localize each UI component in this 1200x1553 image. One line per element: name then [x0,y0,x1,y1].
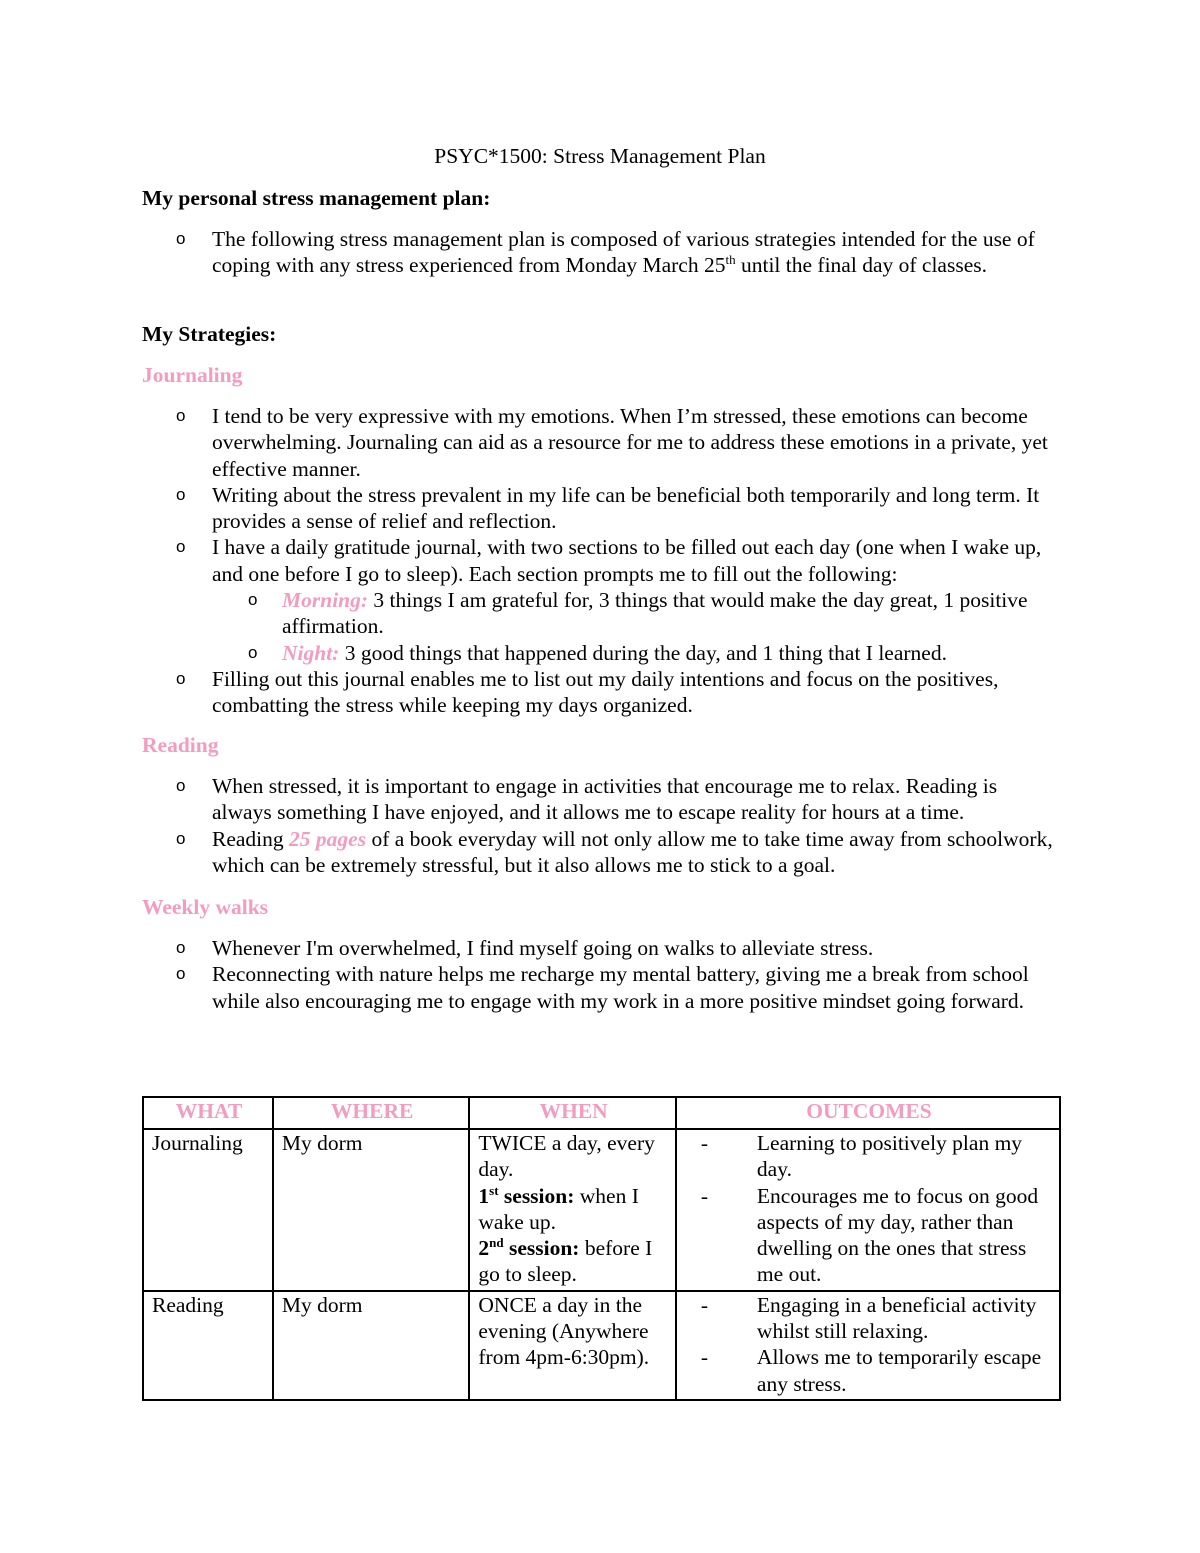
walks-heading: Weekly walks [142,895,269,919]
bullet-icon: o [176,938,186,957]
header-outcomes: OUTCOMES [676,1097,1060,1129]
list-item: o Writing about the stress prevalent in my life can be beneficial both temporarily and long term. It provides a sense of relief and reflection. [176,482,1040,534]
outcomes-list [701,1130,1053,1288]
table-header-row [143,1097,1060,1129]
bullet-icon: o [248,590,258,610]
journaling-list [0,403,1200,719]
plan-list [0,226,1200,279]
cell-when: ONCE a day in the evening (Anywhere from 4pm-6:30pm). [469,1291,676,1400]
night-label: Night: [282,640,340,665]
dash-bullet: - [700,1183,709,1208]
plan-heading: My personal stress management plan: [142,186,491,210]
bullet-icon: o [176,828,186,848]
list-item: o I have a daily gratitude journal, with two sections to be filled out each day (one when I wake up, and one before I go to sleep). Each section prompts me to fill out the following: o Morning: 3 things I am grateful for, 3 things that would make the day great, 1 positive affirmation. o Night: 3 good things that happened during the day, and 1 thing that I learned. [0,534,1062,665]
bullet-icon: o [176,484,186,504]
bullet-icon: o [176,668,186,688]
cell-what: Reading [143,1291,273,1400]
journal-sections-list [212,587,1062,666]
cell-when: TWICE a day, every day. 1st session: when I wake up. 2nd session: before I go to sleep. [469,1129,676,1291]
list-item: o I tend to be very expressive with my emotions. When I’m stressed, these emotions can become overwhelming. Journaling can aid as a resource for me to address these emotions in a private, yet effective manner. [176,404,1048,481]
cell-outcomes [676,1129,1060,1291]
table-row [143,1291,1060,1400]
cell-outcomes [676,1291,1060,1400]
list-item: - Learning to positively plan my day. [700,1131,1023,1182]
cell-where: My dorm [273,1291,470,1400]
header-when: WHEN [469,1097,676,1129]
journaling-heading: Journaling [142,363,243,387]
list-item: o The following stress management plan is composed of various strategies intended for the use of coping with any stress experienced from Monday March 25th until the final day of classes. [176,227,1035,278]
dash-bullet: - [700,1292,709,1317]
list-item: - Allows me to temporarily escape any stress. [700,1345,1042,1396]
pages-highlight: 25 pages [289,826,367,851]
strategies-heading: My Strategies: [142,322,277,346]
list-item: o Filling out this journal enables me to list out my daily intentions and focus on the positives, combatting the stress while keeping my days organized. [176,666,999,718]
dash-bullet: - [700,1131,709,1155]
header-where: WHERE [273,1097,470,1129]
morning-label: Morning: [282,588,369,613]
outcomes-list [701,1292,1053,1397]
plan-table [142,1096,1061,1401]
list-item: o Whenever I'm overwhelmed, I find myself going on walks to alleviate stress. [176,936,874,960]
dash-bullet: - [700,1345,709,1370]
list-item: o Night: 3 good things that happened during the day, and 1 thing that I learned. [248,640,947,665]
bullet-icon: o [248,642,258,662]
bullet-icon: o [176,229,186,248]
cell-what: Journaling [143,1129,273,1291]
list-item: o Reading 25 pages of a book everyday will not only allow me to take time away from schoolwork, which can be extremely stressful, but it also allows me to stick to a goal. [176,826,1053,877]
bullet-icon: o [176,406,186,425]
list-item: - Engaging in a beneficial activity whilst still relaxing. [700,1292,1037,1344]
reading-list [0,773,1200,878]
bullet-icon: o [176,964,186,984]
reading-heading: Reading [142,733,219,757]
page-title: PSYC*1500: Stress Management Plan [434,144,766,168]
header-what: WHAT [143,1097,273,1129]
table-row [143,1129,1060,1291]
bullet-icon: o [176,776,186,795]
cell-where: My dorm [273,1129,470,1291]
bullet-icon: o [176,537,186,557]
list-item: o Reconnecting with nature helps me recharge my mental battery, giving me a break from school while also encouraging me to engage with my work in a more positive mindset going forward. [176,962,1029,1013]
list-item: - Encourages me to focus on good aspects of my day, rather than dwelling on the ones that stress me out. [700,1183,1039,1287]
list-item: o When stressed, it is important to engage in activities that encourage me to relax. Reading is always something I have enjoyed, and it allows me to escape reality for hours at a time. [176,774,998,825]
list-item: o Morning: 3 things I am grateful for, 3 things that would make the day great, 1 positive affirmation. [248,588,1028,639]
walks-list [0,935,1200,1014]
